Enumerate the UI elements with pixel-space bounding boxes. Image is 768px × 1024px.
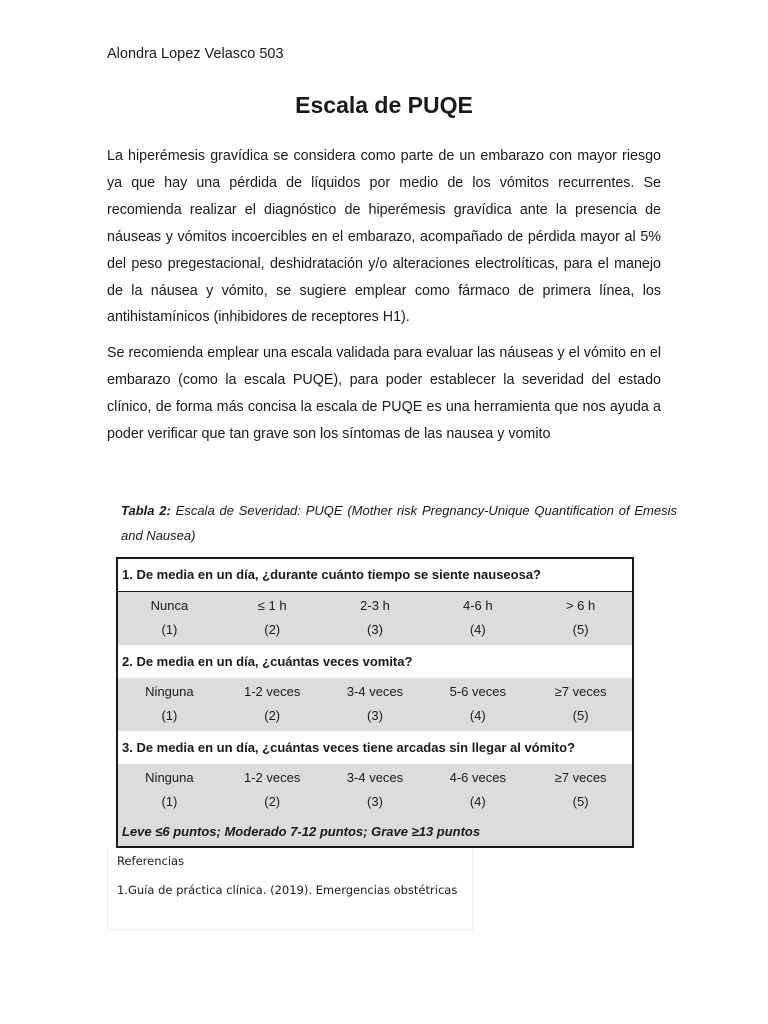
option-score: (4) [469,794,486,809]
option-score: (2) [264,708,281,723]
table-caption-label: Tabla 2: [121,503,171,518]
option-score: (1) [161,708,178,723]
option-score: (5) [572,794,589,809]
option-score: (5) [572,708,589,723]
table-caption [121,498,677,548]
reference-item: 1.Guía de práctica clínica. (2019). Emergencias obstétricas [117,883,458,897]
option-label: Ninguna [145,770,194,785]
option-label: ≤ 1 h [257,598,287,613]
question-3: 3. De media en un día, ¿cuántas veces tiene arcadas sin llegar al vómito? [118,731,632,764]
option-score: (1) [161,622,178,637]
question-2: 2. De media en un día, ¿cuántas veces vomita? [118,645,632,678]
option-score: (3) [367,794,383,809]
document-title: Escala de PUQE [295,92,473,118]
option-label: Nunca [150,598,189,613]
puqe-table [116,557,634,848]
option-label: 4-6 veces [449,770,506,785]
option-label: ≥7 veces [554,770,607,785]
option-score: (4) [469,708,486,723]
option-label: 1-2 veces [244,770,301,785]
option-label: 4-6 h [462,598,493,613]
option-score: (2) [264,794,281,809]
option-label: 1-2 veces [244,684,301,699]
references-title: Referencias [117,854,185,868]
severity-legend: Leve ≤6 puntos; Moderado 7-12 puntos; Grave ≥13 puntos [118,817,632,846]
option-label: ≥7 veces [554,684,607,699]
question-2-options [118,678,632,731]
option-label: 2-3 h [360,598,390,613]
question-1-options [118,592,632,645]
option-score: (4) [469,622,486,637]
option-label: 3-4 veces [346,770,404,785]
table-caption-text: Escala de Severidad: PUQE (Mother risk Pregnancy-Unique Quantification of Emesis and Nausea) [121,503,677,543]
option-score: (3) [367,708,383,723]
paragraph-intro: La hiperémesis gravídica se considera como parte de un embarazo con mayor riesgo ya que hay una pérdida de líquidos por medio de los vómitos recurrentes. Se recomienda realizar el diagnóstico de hiperémesis gravídica ante la presencia de náuseas y vómitos incoercibles en el embarazo, acompañado de pérdida mayor al 5% del peso pregestacional, deshidratación y/o alteraciones electrolíticas, para el manejo de la náusea y vómito, se sugiere emplear como fármaco de primera línea, los antihistamínicos (inhibidores de receptores H1). [107,148,661,326]
question-3-options [118,764,632,817]
option-label: 5-6 veces [449,684,506,699]
option-label: 3-4 veces [346,684,404,699]
option-label: Ninguna [145,684,194,699]
option-label: > 6 h [565,598,596,613]
option-score: (5) [572,622,589,637]
option-score: (3) [367,622,383,637]
option-score: (2) [264,622,281,637]
question-1: 1. De media en un día, ¿durante cuánto tiempo se siente nauseosa? [118,559,632,592]
paragraph-puqe: Se recomienda emplear una escala validada para evaluar las náuseas y el vómito en el embarazo (como la escala PUQE), para poder establecer la severidad del estado clínico, de forma más concisa la escala de PUQE es una herramienta que nos ayuda a poder verificar que tan grave son los síntomas de las nausea y vomito [107,345,661,442]
references-box [107,848,473,930]
option-score: (1) [161,794,178,809]
author-name: Alondra Lopez Velasco 503 [107,46,284,62]
